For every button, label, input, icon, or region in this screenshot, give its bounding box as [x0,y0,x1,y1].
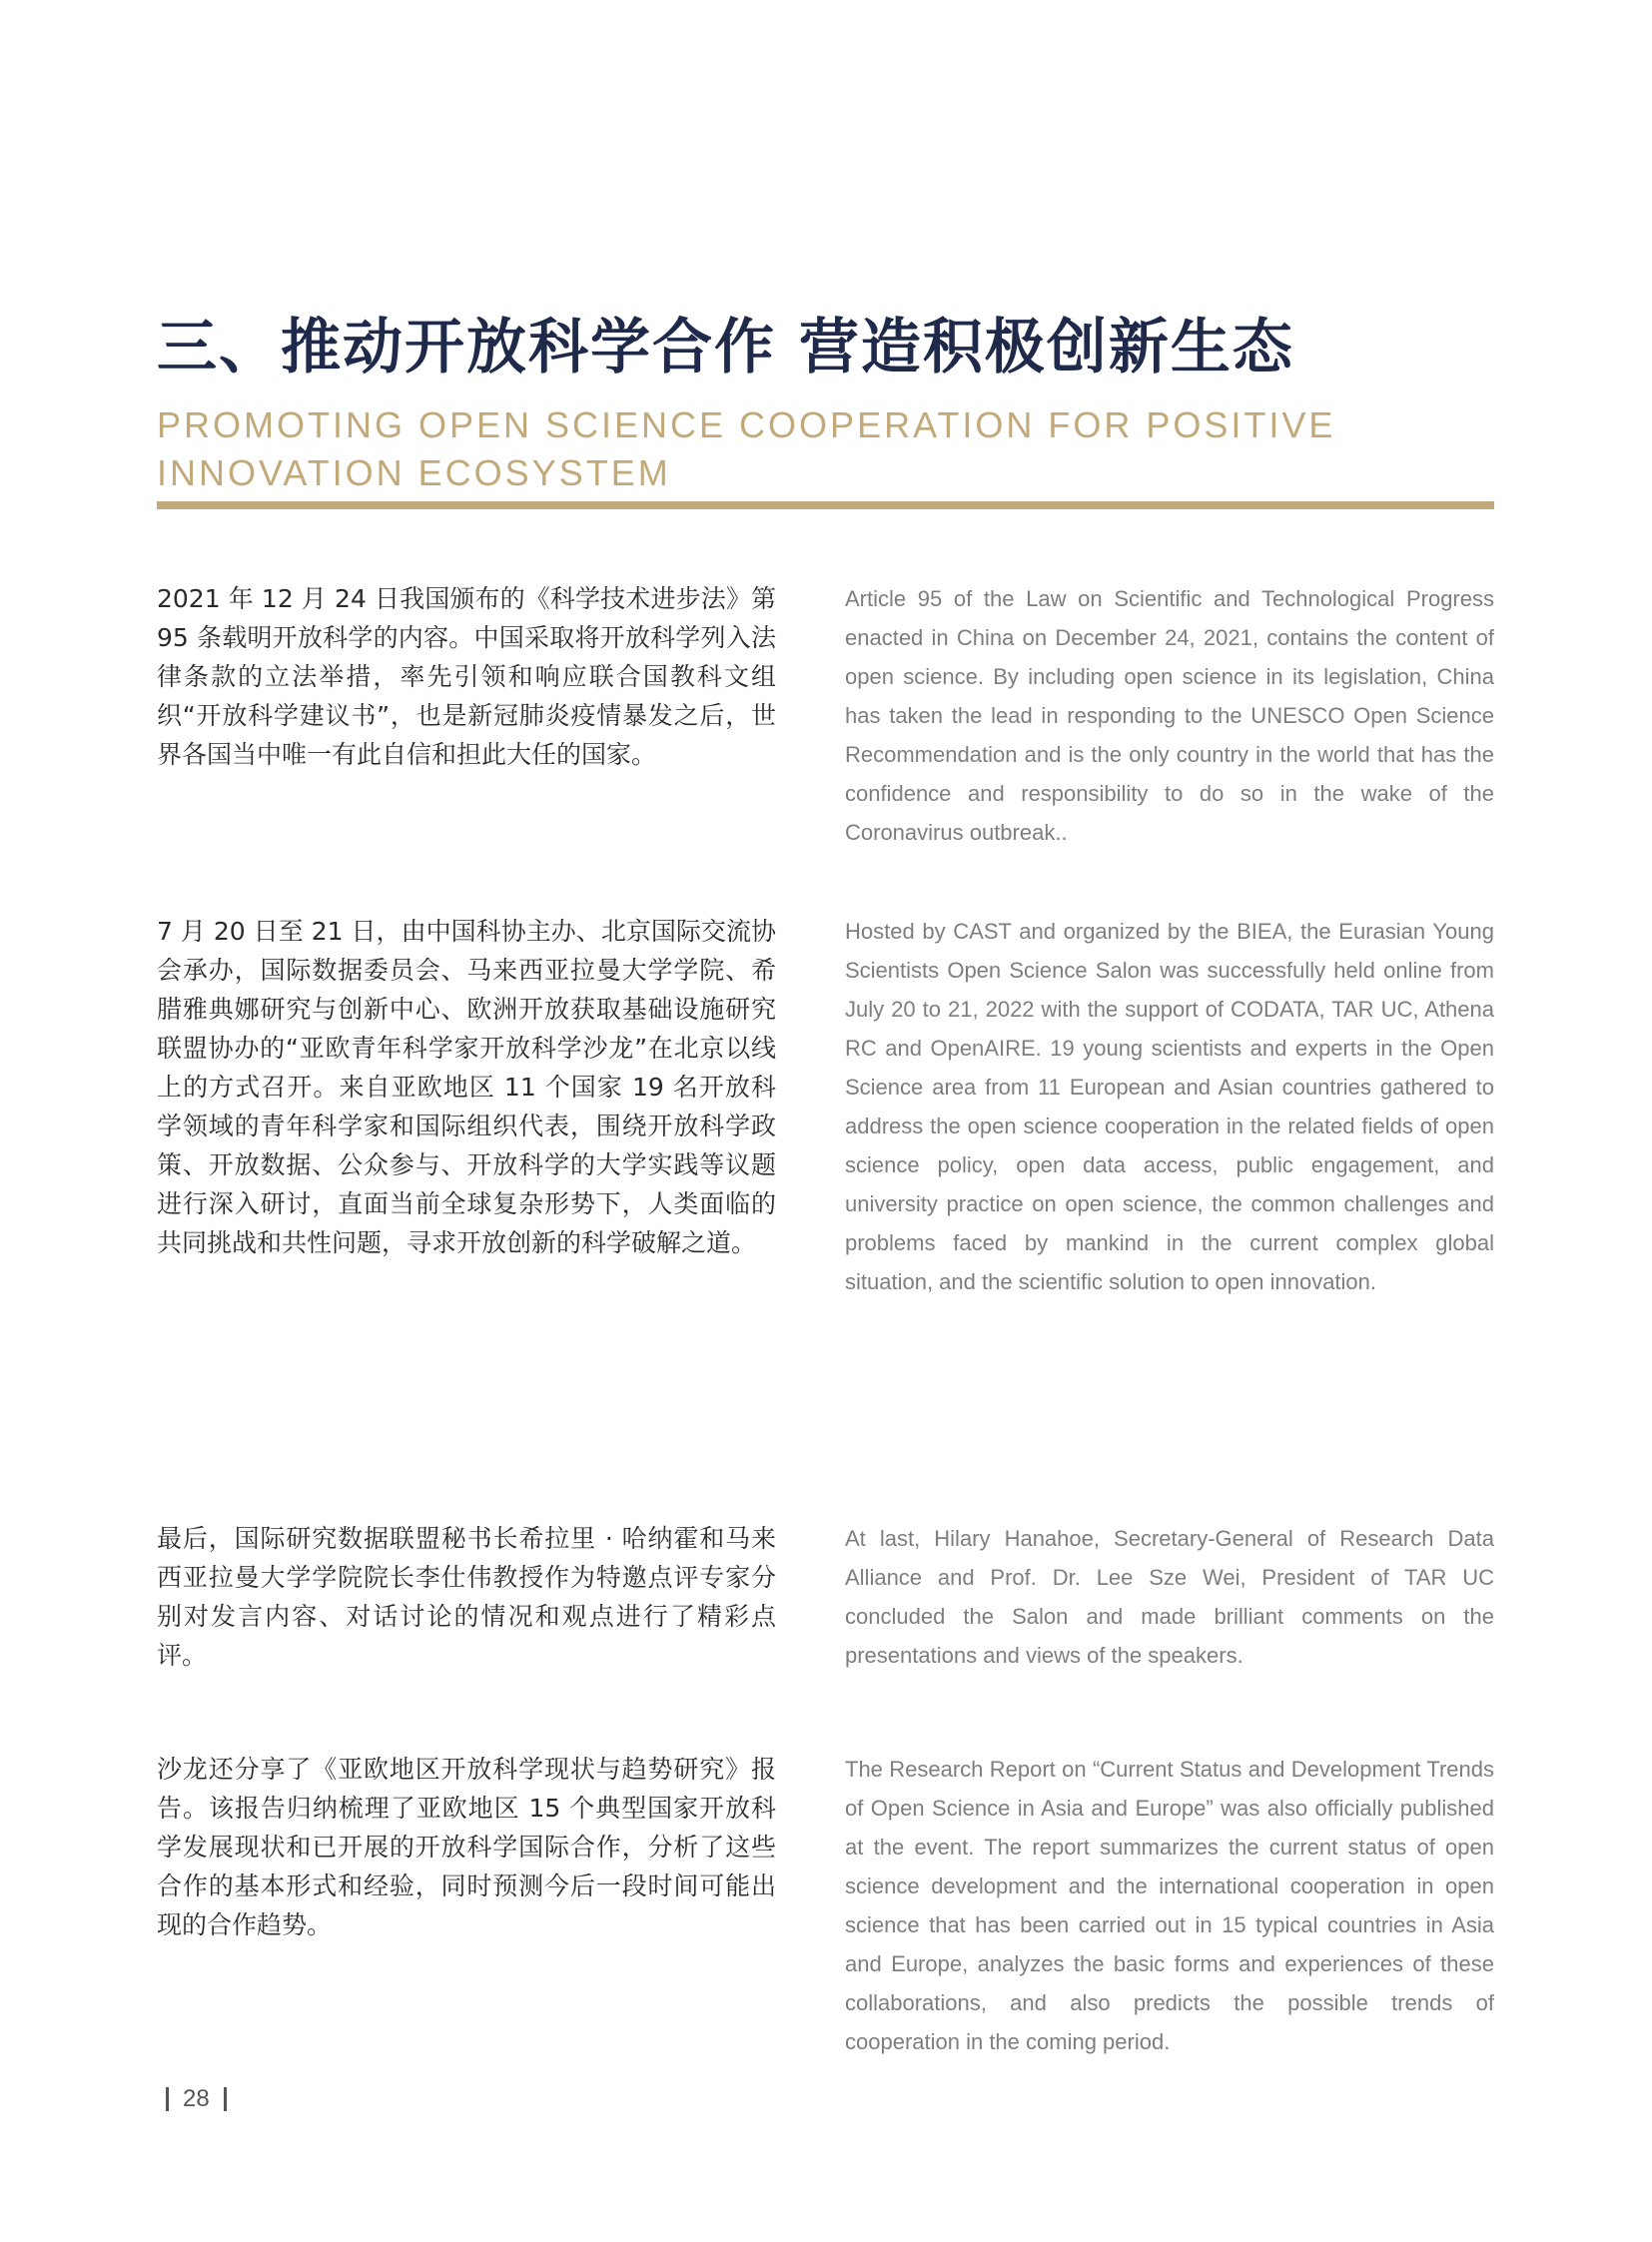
paragraph-english: At last, Hilary Hanahoe, Secretary-General of Research Data Alliance and Prof. Dr. Lee Sze Wei, President of TAR UC concluded the Salon and made brilliant comments on the presentations and views of the speakers. [845,1526,1494,1668]
paragraph-chinese: 最后，国际研究数据联盟秘书长希拉里 · 哈纳霍和马来西亚拉曼大学学院院长李仕伟教授作为特邀点评专家分别对发言内容、对话讨论的情况和观点进行了精彩点评。 [157,1524,776,1670]
paragraph-english: Article 95 of the Law on Scientific and Technological Progress enacted in China on December 24, 2021, contains the content of open science. By including open science in its legislation, China has taken the lead in responding to the UNESCO Open Science Recommendation and is the only country in the world that has the confidence and responsibility to do so in the wake of the Coronavirus outbreak.. [845,586,1494,845]
paragraph-chinese: 沙龙还分享了《亚欧地区开放科学现状与趋势研究》报告。该报告归纳梳理了亚欧地区 15 个典型国家开放科学发展现状和已开展的开放科学国际合作，分析了这些合作的基本形式和经验，同时预测今后一段时间可能出现的合作趋势。 [157,1755,776,1939]
section-title-english: PROMOTING OPEN SCIENCE COOPERATION FOR POSITIVE INNOVATION ECOSYSTEM [157,404,1336,493]
page-number [166,2084,227,2114]
title-divider [157,501,1494,509]
paragraph-english: Hosted by CAST and organized by the BIEA, the Eurasian Young Scientists Open Science Salon was successfully held online from July 20 to 21, 2022 with the support of CODATA, TAR UC, Athena RC and OpenAIRE. 19 young scientists and experts in the Open Science area from 11 European and Asian countries gathered to address the open science cooperation in the related fields of open science policy, open data access, public engagement, and university practice on open science, the common challenges and problems faced by mankind in the current complex global situation, and the scientific solution to open innovation. [845,919,1494,1294]
paragraph-english: The Research Report on “Current Status and Development Trends of Open Science in Asia and Europe” was also officially published at the event. The report summarizes the current status of open science development and the international cooperation in open science that has been carried out in 15 typical countries in Asia and Europe, analyzes the basic forms and experiences of these collaborations, and also predicts the possible trends of cooperation in the coming period. [845,1757,1494,2054]
page-number-left-bar [166,2087,169,2111]
page-number-text: 28 [183,2085,210,2112]
section-title-chinese: 三、推动开放科学合作 营造积极创新生态 [157,313,1294,382]
page-number-right-bar [224,2087,227,2111]
paragraph-chinese: 7 月 20 日至 21 日，由中国科协主办、北京国际交流协会承办，国际数据委员会、马来西亚拉曼大学学院、希腊雅典娜研究与创新中心、欧洲开放获取基础设施研究联盟协办的“亚欧青年科学家开放科学沙龙”在北京以线上的方式召开。来自亚欧地区 11 个国家 19 名开放科学领域的青年科学家和国际组织代表，围绕开放科学政策、开放数据、公众参与、开放科学的大学实践等议题进行深入研讨，直面当前全球复杂形势下，人类面临的共同挑战和共性问题，寻求开放创新的科学破解之道。 [157,917,776,1257]
paragraph-chinese: 2021 年 12 月 24 日我国颁布的《科学技术进步法》第 95 条载明开放科学的内容。中国采取将开放科学列入法律条款的立法举措，率先引领和响应联合国教科文组织“开放科学建议书”，也是新冠肺炎疫情暴发之后，世界各国当中唯一有此自信和担此大任的国家。 [157,584,776,769]
